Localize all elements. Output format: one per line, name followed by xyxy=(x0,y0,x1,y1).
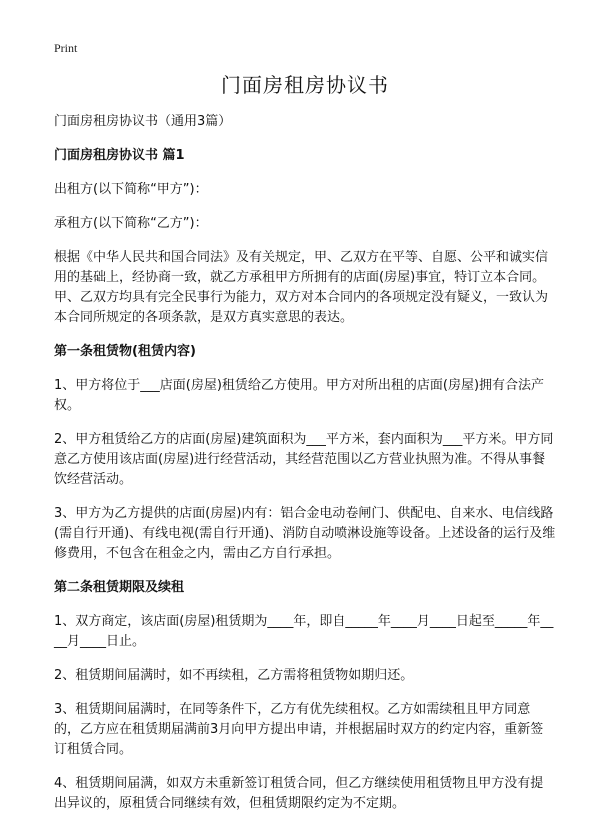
section-heading: 门面房租房协议书 篇1 xyxy=(54,148,185,163)
article2-item: 4、租赁期间届满，如双方未重新签订租赁合同，但乙方继续使用租赁物且甲方没有提出异议的，原租赁合同继续有效，但租赁期限约定为不定期。 xyxy=(54,776,544,811)
lessee-line: 承租方(以下简称“乙方”)： xyxy=(54,216,208,231)
article1-heading: 第一条租赁物(租赁内容) xyxy=(54,344,196,359)
lessor-line: 出租方(以下简称“甲方”)： xyxy=(54,182,208,197)
article1-item: 1、甲方将位于___店面(房屋)租赁给乙方使用。甲方对所出租的店面(房屋)拥有合法产权。 xyxy=(54,378,545,413)
article2-item: 1、双方商定，该店面(房屋)租赁期为____年，即自_____年____月____日起至_____年____月____日止。 xyxy=(54,614,554,649)
article2-item: 3、租赁期间届满时，在同等条件下，乙方有优先续租权。乙方如需续租且甲方同意的，乙方应在租赁期届满前3月向甲方提出申请，并根据届时双方的约定内容，重新签订租赁合同。 xyxy=(54,702,544,757)
article2-heading: 第二条租赁期限及续租 xyxy=(54,580,185,595)
document-subtitle: 门面房租房协议书（通用3篇） xyxy=(54,114,232,129)
intro-paragraph: 根据《中华人民共和国合同法》及有关规定，甲、乙双方在平等、自愿、公平和诚实信用的基础上，经协商一致，就乙方承租甲方所拥有的店面(房屋)事宜，特订立本合同。甲、乙双方均具有完全民事行为能力，双方对本合同内的各项规定没有疑义，一致认为本合同所规定的各项条款，是双方真实意思的表达。 xyxy=(54,250,549,325)
article2-item: 2、租赁期间届满时，如不再续租，乙方需将租赁物如期归还。 xyxy=(54,668,414,683)
article1-item: 3、甲方为乙方提供的店面(房屋)内有：铝合金电动卷闸门、供配电、自来水、电信线路(需自行开通)、有线电视(需自行开通)、消防自动喷淋设施等设备。上述设备的运行及维修费用，不包含在租金之内，需由乙方自行承担。 xyxy=(54,506,556,561)
article1-item: 2、甲方租赁给乙方的店面(房屋)建筑面积为___平方米，套内面积为___平方米。甲方同意乙方使用该店面(房屋)进行经营活动，其经营范围以乙方营业执照为准。不得从事餐饮经营活动。 xyxy=(54,432,554,487)
print-link[interactable]: Print xyxy=(54,41,78,55)
document-title: 门面房租房协议书 xyxy=(221,73,389,97)
